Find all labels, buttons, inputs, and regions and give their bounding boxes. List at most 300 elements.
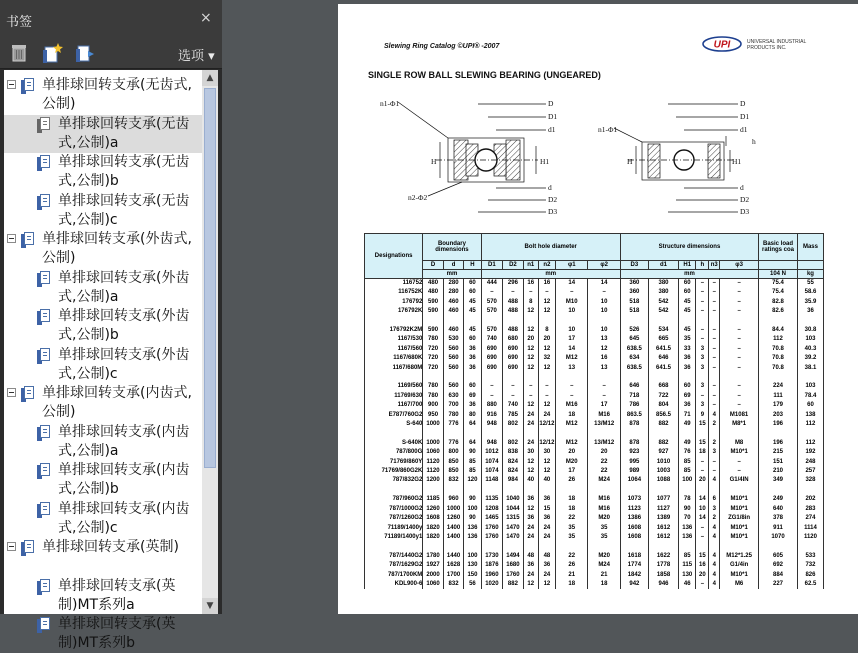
table-cell: 948 bbox=[481, 439, 503, 448]
table-cell: 69 bbox=[464, 392, 481, 401]
bookmark-label: 单排球回转支承(内齿式,公制)b bbox=[58, 462, 190, 497]
bookmark-item[interactable] bbox=[4, 577, 202, 615]
table-cell: 24 bbox=[523, 420, 538, 429]
table-cell: M12 bbox=[556, 439, 588, 448]
table-cell: – bbox=[720, 288, 759, 297]
designation-cell: E787/760G2 bbox=[365, 411, 423, 420]
table-cell: 780 bbox=[443, 411, 464, 420]
close-icon[interactable]: × bbox=[200, 10, 212, 26]
table-cell: – bbox=[709, 401, 720, 410]
scroll-up-arrow-icon[interactable]: ▲ bbox=[202, 70, 218, 86]
table-cell: 36 bbox=[679, 401, 696, 410]
table-cell: – bbox=[588, 382, 620, 391]
table-cell: 4 bbox=[709, 561, 720, 570]
table-cell bbox=[423, 429, 444, 438]
bookmark-icon bbox=[37, 309, 51, 325]
table-cell: 18 bbox=[556, 411, 588, 420]
table-cell: 70.8 bbox=[759, 345, 798, 354]
table-cell: 826 bbox=[797, 571, 823, 580]
table-cell: 60 bbox=[464, 335, 481, 344]
table-cell bbox=[720, 373, 759, 382]
table-cell: M20 bbox=[588, 514, 620, 523]
sub-header: n2 bbox=[538, 261, 555, 270]
table-cell: – bbox=[696, 307, 709, 316]
table-cell bbox=[709, 542, 720, 551]
table-cell: 12/12 bbox=[538, 439, 555, 448]
table-cell: 20 bbox=[538, 335, 555, 344]
expand-bookmark-icon[interactable] bbox=[74, 42, 96, 64]
table-cell: 927 bbox=[648, 448, 678, 457]
logo-text: UPI bbox=[713, 39, 731, 51]
table-cell: 115 bbox=[679, 561, 696, 570]
designation-cell: 71769/860Y bbox=[365, 458, 423, 467]
right-section-drawing bbox=[614, 104, 738, 212]
table-cell: 1820 bbox=[423, 533, 444, 542]
svg-text:n2-Φ2: n2-Φ2 bbox=[408, 193, 428, 202]
table-cell: 533 bbox=[797, 552, 823, 561]
table-cell: 90 bbox=[679, 505, 696, 514]
svg-text:D: D bbox=[740, 99, 746, 108]
table-cell: 36 bbox=[523, 495, 538, 504]
sub-header: D1 bbox=[481, 261, 503, 270]
table-cell: 13/M12 bbox=[588, 439, 620, 448]
bookmark-label: 单排球回转支承(内齿式,公制)a bbox=[58, 423, 190, 459]
table-cell: 76 bbox=[679, 448, 696, 457]
table-cell: 20 bbox=[523, 335, 538, 344]
table-cell: 560 bbox=[443, 345, 464, 354]
table-cell: 136 bbox=[464, 533, 481, 542]
bookmark-label: 单排球回转支承(外齿式,公制) bbox=[42, 231, 192, 266]
table-cell: 12 bbox=[538, 458, 555, 467]
designation-cell: 116752K bbox=[365, 288, 423, 297]
table-cell: 70.8 bbox=[759, 354, 798, 363]
table-cell: 14 bbox=[588, 279, 620, 289]
table-cell: – bbox=[720, 458, 759, 467]
table-cell bbox=[556, 486, 588, 495]
table-cell: 1760 bbox=[481, 533, 503, 542]
designation-cell bbox=[365, 429, 423, 438]
table-cell: M20 bbox=[588, 552, 620, 561]
collapse-toggle-icon[interactable] bbox=[7, 542, 16, 551]
table-cell: 35 bbox=[588, 533, 620, 542]
table-cell: M8 bbox=[720, 439, 759, 448]
table-cell: 8 bbox=[523, 298, 538, 307]
table-cell: – bbox=[696, 288, 709, 297]
table-cell: – bbox=[720, 279, 759, 289]
table-cell: 12 bbox=[538, 364, 555, 373]
table-cell: 720 bbox=[423, 345, 444, 354]
table-cell: 690 bbox=[481, 364, 503, 373]
table-cell: 1780 bbox=[423, 552, 444, 561]
table-cell bbox=[620, 542, 648, 551]
sub-header: H bbox=[464, 261, 481, 270]
bookmark-icon bbox=[37, 579, 51, 595]
table-cell: 1120 bbox=[423, 458, 444, 467]
table-cell: 45 bbox=[679, 298, 696, 307]
scroll-down-arrow-icon[interactable]: ▼ bbox=[202, 598, 218, 614]
table-cell: 776 bbox=[443, 420, 464, 429]
bookmarks-title: 书签 bbox=[6, 15, 33, 30]
new-bookmark-icon[interactable] bbox=[41, 42, 63, 64]
table-cell: 4 bbox=[709, 476, 720, 485]
collapse-toggle-icon[interactable] bbox=[7, 234, 16, 243]
table-row bbox=[365, 392, 824, 401]
bookmark-item[interactable] bbox=[4, 538, 202, 576]
table-cell: 22 bbox=[588, 458, 620, 467]
table-cell: M6 bbox=[720, 580, 759, 589]
table-cell: 3 bbox=[696, 364, 709, 373]
table-cell bbox=[523, 373, 538, 382]
table-cell: – bbox=[720, 467, 759, 476]
table-cell: 1774 bbox=[620, 561, 648, 570]
bookmark-item[interactable] bbox=[4, 76, 202, 114]
table-cell: G1/4IN bbox=[720, 476, 759, 485]
table-cell: 20 bbox=[696, 476, 709, 485]
table-cell: 1135 bbox=[481, 495, 503, 504]
bookmark-label: 单排球回转支承(无齿式,公制)a bbox=[58, 115, 190, 151]
table-cell: 995 bbox=[620, 458, 648, 467]
table-cell: 21 bbox=[556, 571, 588, 580]
bookmark-icon bbox=[21, 232, 35, 248]
table-cell: – bbox=[709, 345, 720, 354]
table-cell: 984 bbox=[503, 476, 524, 485]
table-cell: 1628 bbox=[443, 561, 464, 570]
table-cell bbox=[523, 429, 538, 438]
table-cell: 3 bbox=[696, 345, 709, 354]
table-cell: 349 bbox=[759, 476, 798, 485]
bookmark-tree bbox=[4, 70, 202, 651]
table-cell: 641.5 bbox=[648, 345, 678, 354]
table-cell: 1440 bbox=[443, 552, 464, 561]
table-cell: 75.4 bbox=[759, 288, 798, 297]
svg-text:H: H bbox=[627, 157, 633, 166]
table-cell: 32 bbox=[538, 354, 555, 363]
col-bolt: Bolt hole diameter bbox=[481, 234, 620, 261]
table-cell: 12 bbox=[523, 505, 538, 514]
table-cell bbox=[481, 486, 503, 495]
designation-cell bbox=[365, 317, 423, 326]
table-cell: 4 bbox=[709, 552, 720, 561]
table-cell: M12 bbox=[556, 420, 588, 429]
table-row bbox=[365, 288, 824, 297]
sub-header: φ3 bbox=[720, 261, 759, 270]
designation-cell: S-640K bbox=[365, 439, 423, 448]
table-cell: 10 bbox=[588, 326, 620, 335]
table-cell bbox=[679, 373, 696, 382]
table-cell: – bbox=[709, 364, 720, 373]
table-cell: – bbox=[709, 326, 720, 335]
table-cell bbox=[759, 373, 798, 382]
table-cell: 12 bbox=[523, 580, 538, 589]
table-cell bbox=[648, 317, 678, 326]
table-cell: 720 bbox=[423, 364, 444, 373]
table-cell: 36 bbox=[538, 514, 555, 523]
table-cell: 1070 bbox=[759, 533, 798, 542]
table-cell bbox=[696, 373, 709, 382]
upi-logo bbox=[702, 36, 742, 52]
bookmark-item[interactable] bbox=[4, 269, 202, 307]
table-cell: 948 bbox=[481, 420, 503, 429]
table-cell: 570 bbox=[481, 307, 503, 316]
table-cell bbox=[709, 486, 720, 495]
table-cell: 960 bbox=[443, 495, 464, 504]
table-cell bbox=[538, 429, 555, 438]
table-row bbox=[365, 524, 824, 533]
sub-header: d bbox=[443, 261, 464, 270]
table-cell: 638.5 bbox=[620, 364, 648, 373]
table-cell: 444 bbox=[481, 279, 503, 289]
bookmark-icon bbox=[37, 155, 51, 171]
bookmark-item[interactable] bbox=[4, 230, 202, 268]
table-cell: 196 bbox=[759, 439, 798, 448]
table-cell: – bbox=[503, 382, 524, 391]
table-cell: 12 bbox=[523, 401, 538, 410]
bookmark-item[interactable] bbox=[4, 153, 202, 191]
designation-cell: 176792K bbox=[365, 307, 423, 316]
sub-header: d1 bbox=[648, 261, 678, 270]
table-cell: – bbox=[720, 345, 759, 354]
bookmark-label: 单排球回转支承(外齿式,公制)a bbox=[58, 269, 190, 305]
table-cell: 24 bbox=[523, 439, 538, 448]
table-cell: – bbox=[720, 364, 759, 373]
bookmark-item[interactable] bbox=[4, 423, 202, 461]
table-cell: 18 bbox=[556, 505, 588, 514]
sub-header: D3 bbox=[620, 261, 648, 270]
table-cell: 488 bbox=[503, 307, 524, 316]
table-cell: 1074 bbox=[481, 467, 503, 476]
table-cell: 690 bbox=[503, 345, 524, 354]
table-cell: 1127 bbox=[648, 505, 678, 514]
bookmarks-header bbox=[0, 0, 222, 40]
table-cell bbox=[588, 373, 620, 382]
table-cell: 700 bbox=[443, 401, 464, 410]
table-cell: 35 bbox=[679, 335, 696, 344]
table-cell: – bbox=[556, 288, 588, 297]
table-cell: 13 bbox=[556, 364, 588, 373]
table-cell: 82.8 bbox=[759, 298, 798, 307]
table-cell: 35 bbox=[556, 524, 588, 533]
table-row bbox=[365, 505, 824, 514]
table-cell: – bbox=[709, 382, 720, 391]
table-cell: 1064 bbox=[620, 476, 648, 485]
table-cell: 1858 bbox=[648, 571, 678, 580]
table-cell: 1760 bbox=[481, 524, 503, 533]
table-cell: M24 bbox=[588, 561, 620, 570]
table-cell: 13 bbox=[588, 364, 620, 373]
bookmark-icon bbox=[37, 348, 51, 364]
bookmark-item[interactable] bbox=[4, 192, 202, 230]
svg-text:H: H bbox=[431, 157, 437, 166]
bookmark-item[interactable] bbox=[4, 115, 202, 153]
bookmark-item[interactable] bbox=[4, 461, 202, 499]
table-cell: 85 bbox=[464, 467, 481, 476]
table-cell: 380 bbox=[648, 288, 678, 297]
table-row bbox=[365, 354, 824, 363]
table-cell: 916 bbox=[481, 411, 503, 420]
table-cell: 3 bbox=[696, 401, 709, 410]
table-row bbox=[365, 411, 824, 420]
table-cell: 90 bbox=[464, 514, 481, 523]
bookmark-item[interactable] bbox=[4, 500, 202, 538]
table-cell: 488 bbox=[503, 326, 524, 335]
table-cell: 20 bbox=[556, 448, 588, 457]
table-cell: 56 bbox=[464, 580, 481, 589]
table-cell: 24 bbox=[538, 571, 555, 580]
bookmark-item[interactable] bbox=[4, 384, 202, 422]
table-cell: 24 bbox=[523, 411, 538, 420]
table-cell: 785 bbox=[503, 411, 524, 420]
table-row bbox=[365, 514, 824, 523]
table-cell: 22 bbox=[556, 552, 588, 561]
sub-header bbox=[759, 261, 798, 270]
table-cell bbox=[423, 486, 444, 495]
designation-cell: 11769/630 bbox=[365, 392, 423, 401]
table-cell: 880 bbox=[481, 401, 503, 410]
table-cell: 40.3 bbox=[797, 345, 823, 354]
table-cell: 227 bbox=[759, 580, 798, 589]
table-cell: 62.5 bbox=[797, 580, 823, 589]
table-cell: 45 bbox=[679, 307, 696, 316]
table-cell bbox=[556, 542, 588, 551]
table-cell bbox=[443, 486, 464, 495]
bookmark-item[interactable] bbox=[4, 307, 202, 345]
table-cell: 911 bbox=[759, 524, 798, 533]
collapse-toggle-icon[interactable] bbox=[7, 388, 16, 397]
table-cell: 850 bbox=[443, 458, 464, 467]
table-cell: – bbox=[709, 392, 720, 401]
table-cell: – bbox=[523, 288, 538, 297]
table-cell: 14 bbox=[696, 514, 709, 523]
collapse-toggle-icon[interactable] bbox=[7, 80, 16, 89]
table-cell: 103 bbox=[797, 382, 823, 391]
table-cell: M12 bbox=[556, 354, 588, 363]
designation-cell bbox=[365, 373, 423, 382]
table-cell: 35 bbox=[588, 524, 620, 533]
table-cell bbox=[481, 429, 503, 438]
table-cell: 1010 bbox=[648, 458, 678, 467]
table-cell bbox=[503, 429, 524, 438]
table-cell: 1077 bbox=[648, 495, 678, 504]
table-cell: – bbox=[709, 467, 720, 476]
table-cell: 570 bbox=[481, 298, 503, 307]
table-cell: 45 bbox=[464, 298, 481, 307]
table-cell: 488 bbox=[503, 298, 524, 307]
scrollbar-thumb[interactable] bbox=[204, 88, 216, 468]
table-cell: 136 bbox=[679, 533, 696, 542]
bookmark-label: 单排球回转支承(无齿式,公制)b bbox=[58, 154, 190, 189]
table-cell bbox=[696, 317, 709, 326]
table-cell: M16 bbox=[588, 411, 620, 420]
designation-cell: 71189/1400y bbox=[365, 524, 423, 533]
table-cell: 36 bbox=[679, 354, 696, 363]
sub-header: h bbox=[696, 261, 709, 270]
table-cell: 2000 bbox=[423, 571, 444, 580]
table-cell: 33 bbox=[679, 345, 696, 354]
bookmark-label: 单排球回转支承(外齿式,公制)b bbox=[58, 308, 190, 343]
table-cell bbox=[720, 317, 759, 326]
table-cell: G1/4in bbox=[720, 561, 759, 570]
designation-cell: 176792 bbox=[365, 298, 423, 307]
table-cell: 24 bbox=[523, 524, 538, 533]
table-cell bbox=[620, 486, 648, 495]
table-cell: – bbox=[720, 392, 759, 401]
table-cell: 280 bbox=[443, 279, 464, 289]
table-cell: – bbox=[709, 298, 720, 307]
table-cell: 690 bbox=[503, 364, 524, 373]
table-cell: 14 bbox=[696, 495, 709, 504]
table-cell: 634 bbox=[620, 354, 648, 363]
table-cell: 257 bbox=[797, 467, 823, 476]
table-cell: 90 bbox=[464, 448, 481, 457]
table-cell bbox=[464, 486, 481, 495]
table-cell: 12 bbox=[588, 345, 620, 354]
table-cell: 13/M12 bbox=[588, 420, 620, 429]
designation-cell: 1169/560 bbox=[365, 382, 423, 391]
table-cell bbox=[523, 542, 538, 551]
bookmark-item[interactable] bbox=[4, 346, 202, 384]
table-row bbox=[365, 476, 824, 485]
table-row bbox=[365, 382, 824, 391]
col-boundary: Boundary dimensions bbox=[423, 234, 481, 261]
table-cell: 1088 bbox=[648, 476, 678, 485]
table-cell bbox=[679, 542, 696, 551]
table-row bbox=[365, 307, 824, 316]
table-cell: 70.8 bbox=[759, 364, 798, 373]
table-cell: 13 bbox=[588, 335, 620, 344]
col-load: Basic load ratings coa bbox=[759, 234, 798, 261]
table-cell: – bbox=[696, 533, 709, 542]
table-cell bbox=[443, 373, 464, 382]
trash-icon[interactable] bbox=[8, 42, 30, 64]
table-cell: 85 bbox=[464, 458, 481, 467]
table-cell: 202 bbox=[797, 495, 823, 504]
table-cell: 378 bbox=[759, 514, 798, 523]
sub-header: n1 bbox=[523, 261, 538, 270]
bookmark-item[interactable] bbox=[4, 615, 202, 653]
table-cell: – bbox=[481, 288, 503, 297]
table-cell: – bbox=[481, 382, 503, 391]
table-cell: 138 bbox=[797, 411, 823, 420]
designation-cell: 1167/680K bbox=[365, 354, 423, 363]
table-cell bbox=[481, 542, 503, 551]
table-cell: 4 bbox=[709, 580, 720, 589]
bookmark-scrollbar[interactable] bbox=[202, 70, 218, 614]
table-cell: – bbox=[709, 335, 720, 344]
table-cell: 274 bbox=[797, 514, 823, 523]
table-cell: – bbox=[720, 307, 759, 316]
table-cell: 776 bbox=[443, 439, 464, 448]
table-cell: 1020 bbox=[481, 580, 503, 589]
table-cell: – bbox=[538, 288, 555, 297]
designation-cell: 787/1700KM bbox=[365, 571, 423, 580]
table-cell: 3 bbox=[696, 382, 709, 391]
svg-text:h: h bbox=[752, 137, 756, 146]
table-cell: 10 bbox=[696, 505, 709, 514]
options-menu[interactable]: 选项 ▾ bbox=[178, 49, 215, 64]
table-cell bbox=[679, 317, 696, 326]
table-cell: 90 bbox=[464, 495, 481, 504]
table-cell: 605 bbox=[759, 552, 798, 561]
table-cell: 460 bbox=[443, 298, 464, 307]
table-cell: 36 bbox=[538, 495, 555, 504]
table-cell bbox=[503, 486, 524, 495]
table-cell: 36 bbox=[464, 345, 481, 354]
table-cell: 786 bbox=[620, 401, 648, 410]
table-cell: 60 bbox=[797, 401, 823, 410]
table-row bbox=[365, 335, 824, 344]
table-cell: 1608 bbox=[620, 524, 648, 533]
table-cell: 15 bbox=[538, 505, 555, 514]
